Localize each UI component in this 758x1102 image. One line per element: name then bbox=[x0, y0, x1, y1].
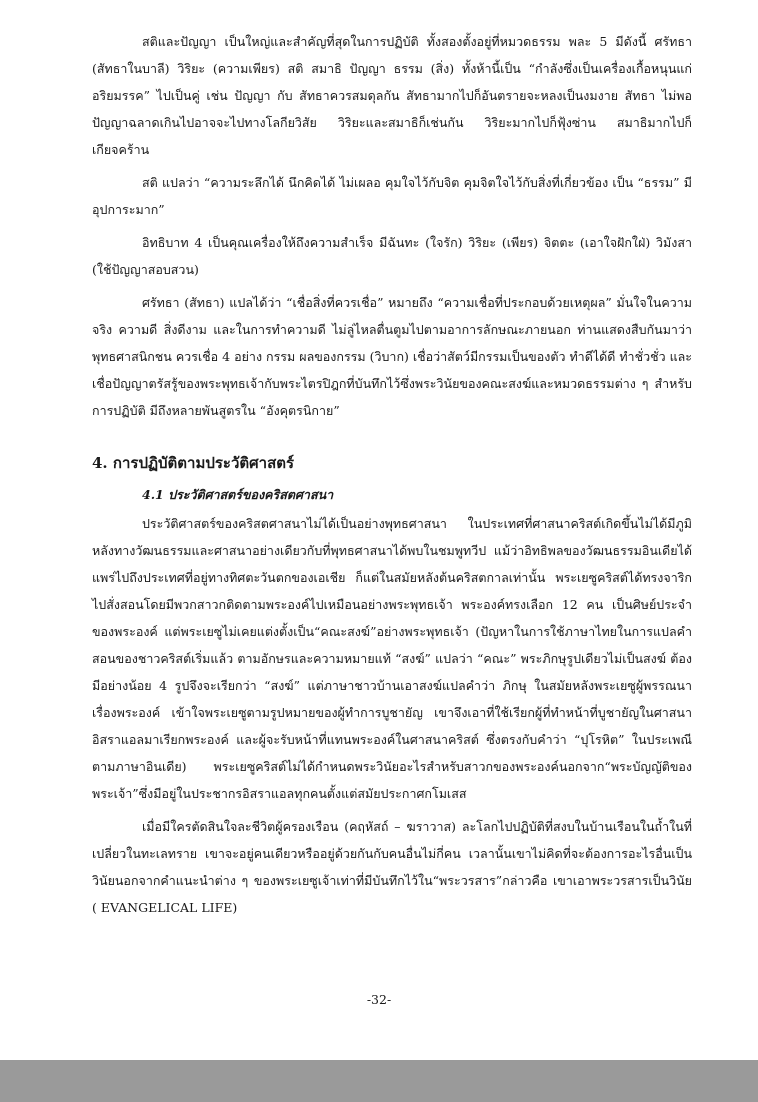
subsection-heading: 4.1 ประวัติศาสตร์ของคริสตศาสนา bbox=[142, 487, 334, 502]
paragraph: ประวัติศาสตร์ของคริสตศาสนาไม่ได้เป็นอย่างพุทธศาสนา ในประเทศที่ศาสนาคริสต์เกิดขึ้นไม่ได้มีภูมิหลังทางวัฒนธรรมและศาสนาอย่างเดียวกับที่พุทธศาสนาได้พบในชมพูทวีป แม้ว่าอิทธิพลของวัฒนธรรมอินเดียได้แพร่ไปถึงประเทศที่อยู่ทางทิศตะวันตกของเอเชีย ก็แต่ในสมัยหลังต้นคริสตกาลเท่านั้น พระเยซูคริสต์ได้ทรงจาริกไปสั่งสอนโดยมีพวกสาวกติดตามพระองค์ไปเหมือนอย่างพระพุทธเจ้า พระองค์ทรงเลือก 12 คน เป็นศิษย์ประจำของพระองค์ แต่พระเยซูไม่เคยแต่งตั้งเป็น“คณะสงฆ์”อย่างพระพุทธเจ้า (ปัญหาในการใช้ภาษาไทยในการแปลคำสอนของชาวคริสต์เริ่มแล้ว ตามอักษรและความหมายแท้ “สงฆ์” แปลว่า “คณะ” พระภิกษุรูปเดียวไม่เป็นสงฆ์ ต้องมีอย่างน้อย 4 รูปจึงจะเรียกว่า “สงฆ์” แต่ภาษาชาวบ้านเอาสงฆ์แปลคำว่า ภิกษุ ในสมัยหลังพระเยซูผู้พรรณนาเรื่องพระองค์ เข้าใจพระเยซูตามรูปหมายของผู้ทำการบูชายัญ เขาจึงเอาที่ใช้เรียกผู้ที่ทำหน้าที่บูชายัญในศาสนาอิสราแอลมาเรียกพระองค์ และผู้จะรับหน้าที่แทนพระองค์ในศาสนาคริสต์ ซึ่งตรงกับคำว่า “ปุโรหิต” ในประเพณีตามภาษาอินเดีย) พระเยซูคริสต์ไม่ได้กำหนดพระวินัยอะไรสำหรับสาวกของพระองค์นอกจาก“พระบัญญัติของพระเจ้า”ซึ่งมีอยู่ในประชากรอิสราแอลทุกคนตั้งแต่สมัยประกาศกโมเสส bbox=[92, 516, 692, 801]
paragraph: อิทธิบาท 4 เป็นคุณเครื่องให้ถึงความสำเร็จ มีฉันทะ (ใจรัก) วิริยะ (เพียร) จิตตะ (เอาใจฝักใฝ่) วิมังสา (ใช้ปัญญาสอบสวน) bbox=[92, 235, 692, 277]
scan-bottom-band bbox=[0, 1060, 758, 1102]
section-heading: 4. การปฏิบัติตามประวัติศาสตร์ bbox=[92, 454, 295, 472]
paragraph: เมื่อมีใครตัดสินใจละชีวิตผู้ครองเรือน (คฤหัสถ์ – ฆราวาส) ละโลกไปปฏิบัติที่สงบในบ้านเรือนในถ้ำในที่เปลี่ยวในทะเลทราย เขาจะอยู่คนเดียวหรืออยู่ด้วยกันกับคนอื่นไม่กี่คน เวลานั้นเขาไม่คิดที่จะต้องการอะไรอื่นเป็นวินัยนอกจากคำแนะนำต่าง ๆ ของพระเยซูเจ้าเท่าที่มีบันทึกไว้ใน“พระวรสาร”กล่าวคือ เขาเอาพระวรสารเป็นวินัย ( EVANGELICAL LIFE) bbox=[92, 819, 692, 915]
paragraph: สติและปัญญา เป็นใหญ่และสำคัญที่สุดในการปฏิบัติ ทั้งสองตั้งอยู่ที่หมวดธรรม พละ 5 มีดังนี้ ศรัทธา (สัทธาในบาลี) วิริยะ (ความเพียร) สติ สมาธิ ปัญญา ธรรม (สิ่ง) ทั้งห้านี้เป็น “กำลังซึ่งเป็นเครื่องเกื้อหนุนแก่อริยมรรค” ไปเป็นคู่ เช่น ปัญญา กับ สัทธาควรสมดุลกัน สัทธามากไปก็อันตรายจะหลงเป็นงมงาย สัทธา ไม่พอปัญญาฉลาดเกินไปอาจจะไปทางโลกียวิสัย วิริยะและสมาธิก็เช่นกัน วิริยะมากไปก็ฟุ้งซ่าน สมาธิมากไปก็เกียจคร้าน bbox=[92, 34, 692, 157]
body-text bbox=[92, 28, 692, 927]
paragraph: สติ แปลว่า “ความระลึกได้ นึกคิดได้ ไม่เผลอ คุมใจไว้กับจิต คุมจิตใจไว้กับสิ่งที่เกี่ยวข้อง เป็น “ธรรม” มีอุปการะมาก” bbox=[92, 175, 692, 217]
page-number: -32- bbox=[366, 992, 392, 1007]
paragraph: ศรัทธา (สัทธา) แปลได้ว่า “เชื่อสิ่งที่ควรเชื่อ” หมายถึง “ความเชื่อที่ประกอบด้วยเหตุผล” มั่นใจในความจริง ความดี สิ่งดีงาม และในการทำความดี ไม่ลู่ไหลตื่นตูมไปตามอาการลักษณะภายนอก ท่านแสดงสืบกันมาว่า พุทธศาสนิกชน ควรเชื่อ 4 อย่าง กรรม ผลของกรรม (วิบาก) เชื่อว่าสัตว์มีกรรมเป็นของตัว ทำดีได้ดี ทำชั่วชั่ว และเชื่อปัญญาตรัสรู้ของพระพุทธเจ้ากับพระไตรปิฎกที่บันทึกไว้ซึ่งพระวินัยของคณะสงฆ์และหมวดธรรมต่าง ๆ สำหรับการปฏิบัติ มีถึงหลายพันสูตรใน “อังคุตรนิกาย” bbox=[92, 295, 692, 418]
